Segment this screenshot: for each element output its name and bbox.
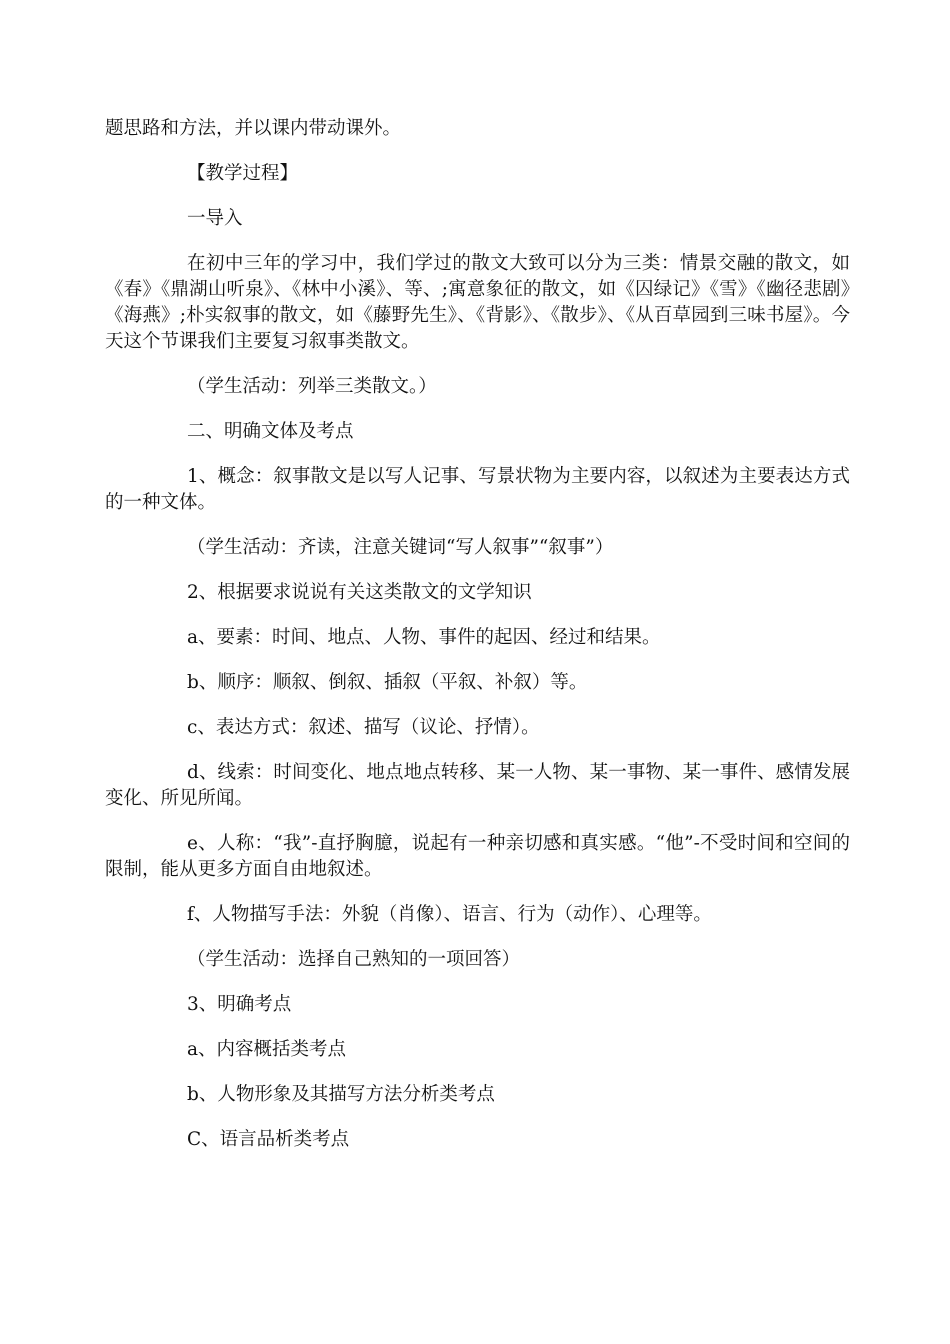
student-activity-note: （学生活动：列举三类散文。） (187, 376, 437, 397)
student-activity-note: （学生活动：齐读，注意关键词“写人叙事”“叙事”） (187, 537, 614, 558)
section-heading-teaching-process: 【教学过程】 (187, 163, 299, 184)
list-item-person: e、人称：“我”-直抒胸臆，说起有一种亲切感和真实感。“他”-不受时间和空间的限制，能从更多方面自由地叙述。 (105, 833, 850, 880)
paragraph-introduction: 在初中三年的学习中，我们学过的散文大致可以分为三类：情景交融的散文，如《春》《鼎湖山听泉》、《林中小溪》、等、;寓意象征的散文，如《囚绿记》《雪》《幽径悲剧》《海燕》;朴实叙事的散文，如《藤野先生》、《背影》、《散步》、《从百草园到三味书屋》。今天这个节课我们主要复习叙事类散文。 (105, 253, 850, 352)
paragraph-concept: 1、概念：叙事散文是以写人记事、写景状物为主要内容，以叙述为主要表达方式的一种文体。 (105, 466, 850, 513)
list-item-elements: a、要素：时间、地点、人物、事件的起因、经过和结果。 (187, 627, 661, 648)
list-item-exam-point: a、内容概括类考点 (187, 1039, 347, 1060)
list-item-exam-point: C、语言品析类考点 (187, 1129, 350, 1150)
student-activity-note: （学生活动：选择自己熟知的一项回答） (187, 949, 521, 970)
list-item-expression: c、表达方式：叙述、描写（议论、抒情）。 (187, 717, 540, 738)
paragraph-continuation: 题思路和方法，并以课内带动课外。 (105, 118, 402, 139)
list-item-description-methods: f、人物描写手法：外貌（肖像）、语言、行为（动作）、心理等。 (187, 904, 712, 925)
document-body (105, 116, 850, 1172)
list-heading-literary-knowledge: 2、根据要求说说有关这类散文的文学知识 (187, 582, 532, 603)
section-heading-genre-and-exam-points: 二、明确文体及考点 (187, 421, 354, 442)
list-item-exam-point: b、人物形象及其描写方法分析类考点 (187, 1084, 495, 1105)
section-heading-introduction: 一导入 (187, 208, 243, 229)
list-item-order: b、顺序：顺叙、倒叙、插叙（平叙、补叙）等。 (187, 672, 588, 693)
list-item-clue: d、线索：时间变化、地点地点转移、某一人物、某一事物、某一事件、感情发展变化、所见所闻。 (105, 762, 850, 809)
list-heading-exam-points: 3、明确考点 (187, 994, 292, 1015)
